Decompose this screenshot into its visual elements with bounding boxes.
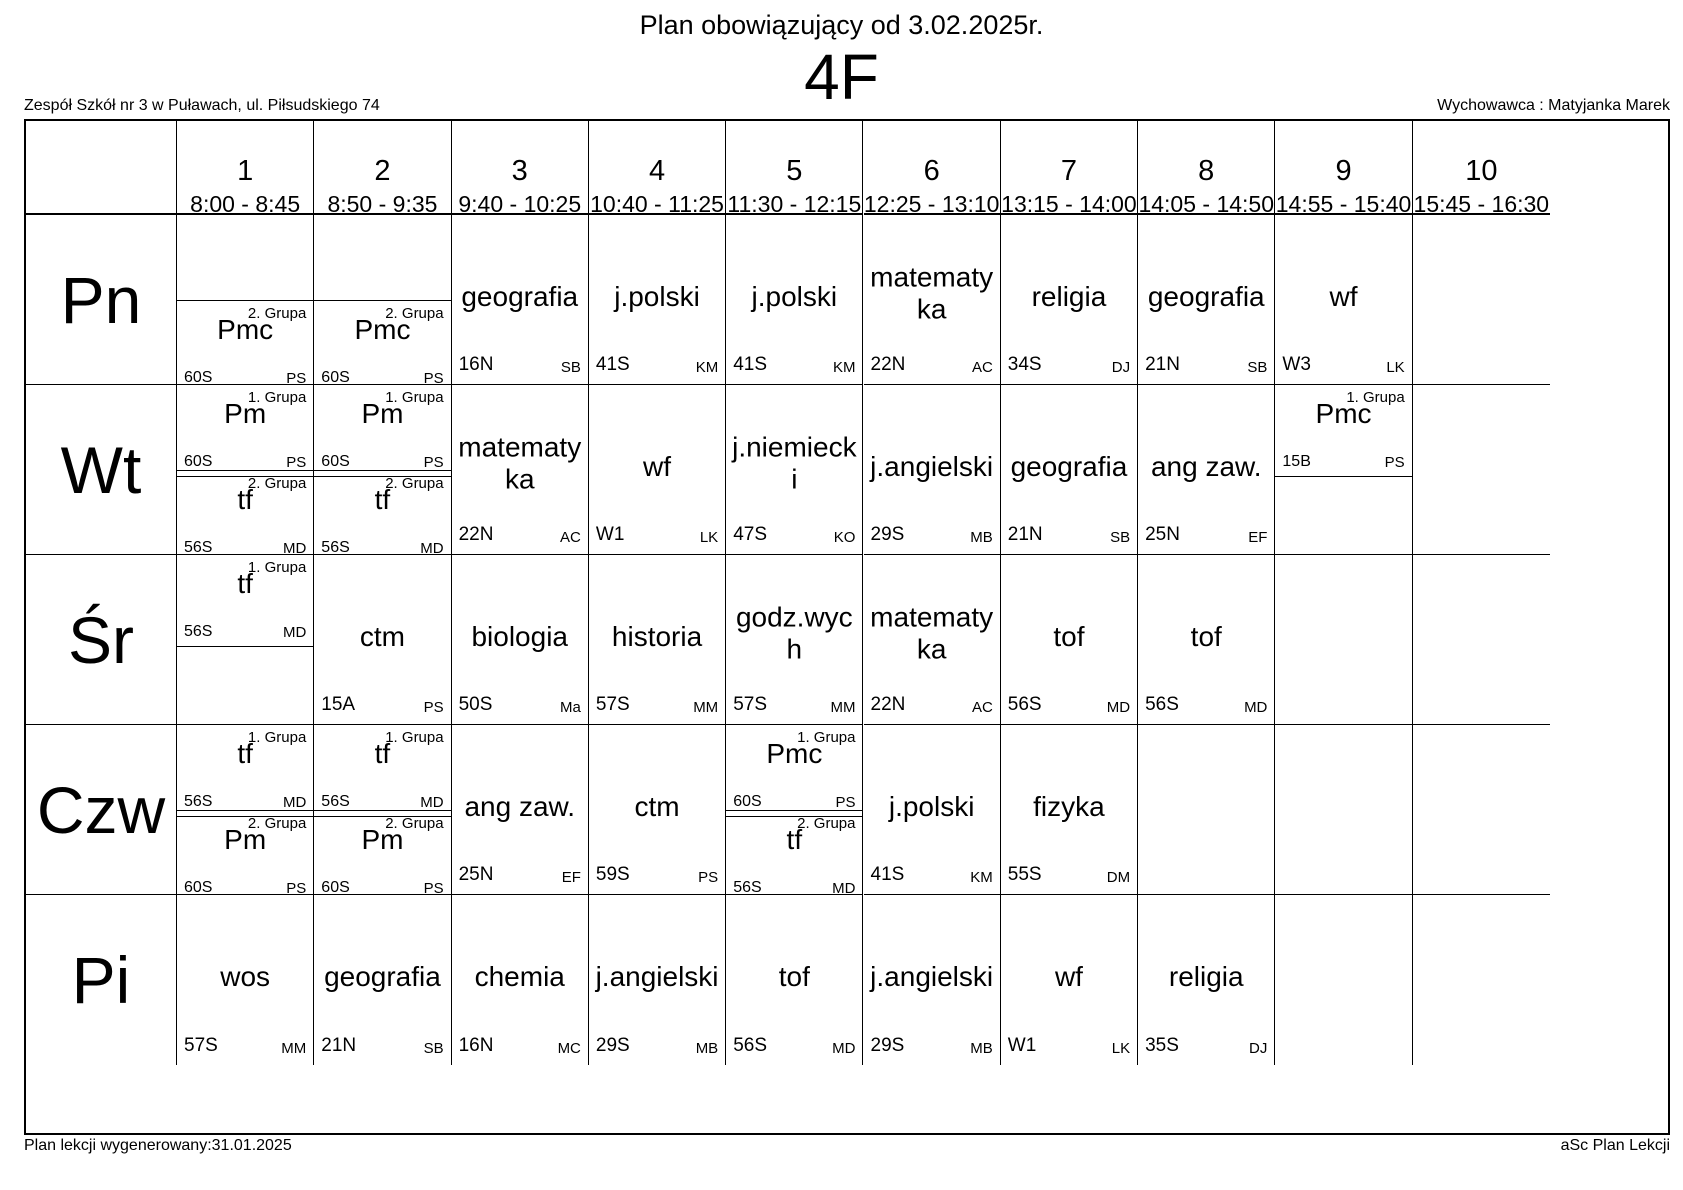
lesson-cell <box>1138 385 1275 555</box>
group-label: 1. Grupa <box>797 729 856 746</box>
period-time: 11:30 - 12:15 <box>727 191 862 217</box>
day-label: Wt <box>26 385 177 555</box>
group-lesson <box>314 300 450 392</box>
lesson-cell <box>726 725 863 895</box>
period-number: 5 <box>786 155 803 187</box>
group-label: 2. Grupa <box>247 815 307 832</box>
subject: ctm <box>359 620 405 652</box>
day-label: Śr <box>26 555 177 725</box>
lesson-cell <box>726 555 863 725</box>
room: 22N <box>458 524 494 545</box>
group-label: 1. Grupa <box>385 389 444 406</box>
subject: j.niemiecki <box>732 431 857 495</box>
lesson-cell <box>314 555 451 725</box>
period-number: 4 <box>648 155 666 187</box>
lesson-cell <box>452 555 589 725</box>
lesson-cell <box>314 725 451 895</box>
room: 60S <box>184 369 213 386</box>
day-label: Czw <box>26 725 177 895</box>
room: 56S <box>733 879 762 896</box>
lesson-cell <box>452 215 589 385</box>
lesson-cell <box>1001 725 1138 895</box>
period-time: 9:40 - 10:25 <box>458 191 582 217</box>
room: W1 <box>595 524 625 545</box>
period-time: 13:15 - 14:00 <box>1001 191 1137 217</box>
lesson-cell <box>314 895 451 1065</box>
lesson-cell <box>1413 895 1550 1065</box>
teacher-code: SB <box>423 1040 444 1057</box>
room: 56S <box>184 539 213 556</box>
lesson-cell <box>726 895 863 1065</box>
subject: matematyka <box>458 431 582 495</box>
subject: j.angielski <box>595 960 719 992</box>
teacher-code: MD <box>420 794 444 811</box>
subject: Pmc <box>1315 397 1372 429</box>
teacher-code: MB <box>970 1040 993 1057</box>
school-name: Zespół Szkół nr 3 w Puławach, ul. Piłsudskiego 74 <box>24 97 380 114</box>
teacher-code: PS <box>423 699 444 716</box>
lesson-cell <box>1001 895 1138 1065</box>
teacher-code: KM <box>970 869 993 886</box>
teacher-code: LK <box>1111 1040 1131 1057</box>
room: 57S <box>733 694 767 715</box>
teacher-code: PS <box>698 869 719 886</box>
lesson-cell <box>1001 385 1138 555</box>
lesson-cell <box>589 725 726 895</box>
period-number: 1 <box>237 155 254 187</box>
generated-date: Plan lekcji wygenerowany:31.01.2025 <box>24 1137 292 1154</box>
subject: wos <box>220 960 271 992</box>
teacher-code: PS <box>423 454 444 471</box>
room: 22N <box>870 694 906 715</box>
period-time: 14:55 - 15:40 <box>1275 191 1412 217</box>
group-label: 1. Grupa <box>247 559 307 576</box>
period-header <box>177 121 314 215</box>
group-lesson <box>177 470 313 562</box>
teacher-code: DM <box>1106 869 1131 886</box>
group-lesson <box>314 810 450 902</box>
room: 60S <box>321 879 350 896</box>
period-time: 12:25 - 13:10 <box>863 191 1000 217</box>
teacher-code: MB <box>970 529 993 546</box>
teacher-code: PS <box>286 370 307 387</box>
subject: j.polski <box>614 280 700 312</box>
subject: wf <box>1329 280 1358 312</box>
period-header <box>1413 121 1550 215</box>
teacher-code: MD <box>832 1040 856 1057</box>
room: 57S <box>184 1035 218 1056</box>
teacher-code: MB <box>695 1040 719 1057</box>
teacher-code: PS <box>1384 454 1405 471</box>
day-label: Pi <box>26 895 177 1065</box>
subject: Pm <box>224 397 267 429</box>
lesson-cell <box>177 895 314 1065</box>
lesson-cell <box>589 215 726 385</box>
room: 16N <box>458 354 494 375</box>
lesson-cell <box>1138 725 1275 895</box>
lesson-cell <box>1275 385 1412 555</box>
subject: geografia <box>1147 280 1265 312</box>
teacher-code: AC <box>971 359 993 376</box>
lesson-cell <box>177 555 314 725</box>
subject: religia <box>1031 280 1107 312</box>
room: 56S <box>321 539 350 556</box>
lesson-cell <box>452 895 589 1065</box>
period-time: 8:00 - 8:45 <box>190 191 301 217</box>
period-number: 6 <box>923 155 940 187</box>
subject: ang zaw. <box>464 790 575 822</box>
teacher-code: MD <box>282 540 307 557</box>
subject: Pmc <box>766 737 823 769</box>
teacher-code: DJ <box>1249 1040 1268 1057</box>
period-header <box>1138 121 1275 215</box>
teacher-code: MD <box>1106 699 1131 716</box>
room: W1 <box>1007 1035 1037 1056</box>
subject: j.angielski <box>870 960 994 992</box>
period-header <box>314 121 451 215</box>
room: 56S <box>1145 694 1179 715</box>
room: 60S <box>321 369 350 386</box>
group-lesson <box>314 725 450 817</box>
teacher-code: MM <box>830 699 856 716</box>
room: 56S <box>184 623 213 640</box>
lesson-cell <box>452 385 589 555</box>
group-lesson <box>177 810 313 902</box>
lesson-cell <box>1138 215 1275 385</box>
app-name: aSc Plan Lekcji <box>1560 1137 1670 1154</box>
subject: wf <box>643 450 672 482</box>
period-time: 10:40 - 11:25 <box>590 191 724 217</box>
room: 21N <box>1145 354 1180 375</box>
subject: tf <box>786 823 803 855</box>
lesson-cell <box>1138 895 1275 1065</box>
teacher-code: MD <box>1244 699 1268 716</box>
room: 56S <box>321 793 350 810</box>
subject: geografia <box>324 960 441 992</box>
teacher-code: KM <box>695 359 719 376</box>
subject: geografia <box>1010 450 1128 482</box>
room: 47S <box>733 524 767 545</box>
period-number: 7 <box>1060 155 1078 187</box>
room: 21N <box>321 1035 357 1056</box>
room: 15B <box>1282 453 1311 470</box>
room: 41S <box>733 354 767 375</box>
room: 60S <box>733 793 762 810</box>
subject: tf <box>237 567 253 599</box>
lesson-cell <box>1413 385 1550 555</box>
lesson-cell <box>864 895 1001 1065</box>
subject: j.polski <box>888 790 975 822</box>
group-label: 1. Grupa <box>1346 389 1405 406</box>
subject: tf <box>374 737 391 769</box>
room: 25N <box>458 864 494 885</box>
group-label: 2. Grupa <box>385 475 444 492</box>
lesson-cell <box>1275 555 1412 725</box>
period-number: 8 <box>1198 155 1215 187</box>
room: 57S <box>595 694 630 715</box>
period-number: 10 <box>1465 155 1498 187</box>
room: 22N <box>870 354 906 375</box>
teacher-code: MD <box>282 794 307 811</box>
teacher-code: DJ <box>1111 359 1131 376</box>
group-lesson <box>726 810 862 902</box>
room: 34S <box>1007 354 1042 375</box>
group-label: 2. Grupa <box>797 815 856 832</box>
lesson-cell <box>1001 215 1138 385</box>
teacher-code: MD <box>420 540 444 557</box>
room: 50S <box>458 694 493 715</box>
room: 29S <box>870 1035 905 1056</box>
class-name: 4F <box>804 41 879 113</box>
room: 41S <box>595 354 630 375</box>
lesson-cell <box>1001 555 1138 725</box>
group-lesson <box>177 385 313 477</box>
period-header <box>452 121 589 215</box>
period-number: 9 <box>1335 155 1352 187</box>
subject: Pmc <box>354 313 411 345</box>
subject: wf <box>1054 960 1083 992</box>
subject: j.polski <box>751 280 838 312</box>
room: W3 <box>1282 354 1311 375</box>
teacher-code: PS <box>423 880 444 897</box>
subject: ang zaw. <box>1150 450 1262 482</box>
lesson-cell <box>1275 215 1412 385</box>
period-header <box>589 121 726 215</box>
group-label: 2. Grupa <box>385 815 444 832</box>
group-label: 1. Grupa <box>385 729 444 746</box>
lesson-cell <box>1413 215 1550 385</box>
period-header <box>1275 121 1412 215</box>
lesson-cell <box>864 385 1001 555</box>
subject: j.angielski <box>870 450 994 482</box>
teacher-code: Ma <box>560 699 581 716</box>
group-label: 2. Grupa <box>247 305 307 322</box>
teacher-code: PS <box>835 794 856 811</box>
period-time: 8:50 - 9:35 <box>327 191 438 217</box>
group-label: 2. Grupa <box>385 305 444 322</box>
room: 56S <box>1007 694 1042 715</box>
group-lesson <box>314 470 450 562</box>
room: 60S <box>184 879 213 896</box>
subject: tf <box>237 737 253 769</box>
lesson-cell <box>1275 725 1412 895</box>
lesson-cell <box>1275 895 1412 1065</box>
group-lesson <box>1275 385 1411 477</box>
corner-cell <box>26 121 177 215</box>
subject: ctm <box>634 790 680 822</box>
room: 55S <box>1007 864 1042 885</box>
period-number: 3 <box>511 155 528 187</box>
timetable-grid <box>24 119 1670 1135</box>
group-lesson <box>314 385 450 477</box>
subject: Pm <box>361 823 404 855</box>
subject: historia <box>611 620 703 652</box>
lesson-cell <box>726 385 863 555</box>
lesson-cell <box>452 725 589 895</box>
lesson-cell <box>314 385 451 555</box>
lesson-cell <box>177 215 314 385</box>
group-lesson <box>726 725 862 817</box>
lesson-cell <box>1413 725 1550 895</box>
room: 60S <box>184 453 213 470</box>
teacher-code: LK <box>699 529 719 546</box>
lesson-cell <box>589 895 726 1065</box>
teacher-code: PS <box>286 454 307 471</box>
teacher-code: LK <box>1386 359 1405 376</box>
period-time: 14:05 - 14:50 <box>1138 191 1275 217</box>
lesson-cell <box>864 555 1001 725</box>
teacher-code: AC <box>560 529 581 546</box>
teacher-code: MD <box>832 880 856 897</box>
lesson-cell <box>589 555 726 725</box>
period-header <box>864 121 1001 215</box>
room: 41S <box>870 864 905 885</box>
subject: Pmc <box>217 313 274 345</box>
teacher-code: MD <box>282 624 307 641</box>
teacher-code: EF <box>561 869 581 886</box>
teacher-code: MM <box>281 1040 307 1057</box>
teacher-code: PS <box>286 880 307 897</box>
subject: chemia <box>474 960 565 992</box>
class-teacher: Wychowawca : Matyjanka Marek <box>1437 97 1670 114</box>
subject: biologia <box>471 620 568 652</box>
teacher-code: PS <box>423 370 444 387</box>
day-label: Pn <box>26 215 177 385</box>
subject: Pm <box>224 823 267 855</box>
teacher-code: KM <box>832 359 856 376</box>
group-label: 1. Grupa <box>247 729 307 746</box>
lesson-cell <box>1138 555 1275 725</box>
period-header <box>1001 121 1138 215</box>
room: 56S <box>184 793 213 810</box>
subject: godz.wych <box>735 601 853 665</box>
room: 56S <box>733 1035 767 1056</box>
lesson-cell <box>314 215 451 385</box>
room: 25N <box>1145 524 1180 545</box>
period-number: 2 <box>374 155 391 187</box>
teacher-code: SB <box>560 359 581 376</box>
room: 29S <box>595 1035 630 1056</box>
period-time: 15:45 - 16:30 <box>1413 191 1550 217</box>
subject: matematyka <box>870 261 994 325</box>
subject: religia <box>1168 960 1244 992</box>
lesson-cell <box>726 215 863 385</box>
period-header <box>726 121 863 215</box>
teacher-code: KO <box>833 529 856 546</box>
room: 35S <box>1145 1035 1179 1056</box>
subject: fizyka <box>1033 790 1105 822</box>
group-lesson <box>177 300 313 392</box>
room: 59S <box>595 864 630 885</box>
subject: tof <box>1190 620 1222 652</box>
teacher-code: SB <box>1110 529 1131 546</box>
subject: tf <box>374 483 391 515</box>
lesson-cell <box>589 385 726 555</box>
subject: tf <box>237 483 253 515</box>
teacher-code: MC <box>557 1040 581 1057</box>
group-label: 1. Grupa <box>247 389 307 406</box>
subject: geografia <box>461 280 579 312</box>
room: 15A <box>321 694 356 715</box>
lesson-cell <box>1413 555 1550 725</box>
group-lesson <box>177 725 313 817</box>
subject: tof <box>778 960 810 992</box>
lesson-cell <box>864 725 1001 895</box>
teacher-code: AC <box>971 699 993 716</box>
lesson-cell <box>864 215 1001 385</box>
plan-validity-title: Plan obowiązujący od 3.02.2025r. <box>639 10 1044 40</box>
group-lesson <box>177 555 313 647</box>
teacher-code: EF <box>1248 529 1268 546</box>
subject: matematyka <box>870 601 994 665</box>
subject: Pm <box>361 397 404 429</box>
lesson-cell <box>177 725 314 895</box>
teacher-code: SB <box>1247 359 1268 376</box>
group-label: 2. Grupa <box>247 475 307 492</box>
teacher-code: MM <box>693 699 719 716</box>
room: 29S <box>870 524 905 545</box>
room: 60S <box>321 453 350 470</box>
subject: tof <box>1053 620 1085 652</box>
room: 16N <box>458 1035 494 1056</box>
lesson-cell <box>177 385 314 555</box>
room: 21N <box>1007 524 1043 545</box>
